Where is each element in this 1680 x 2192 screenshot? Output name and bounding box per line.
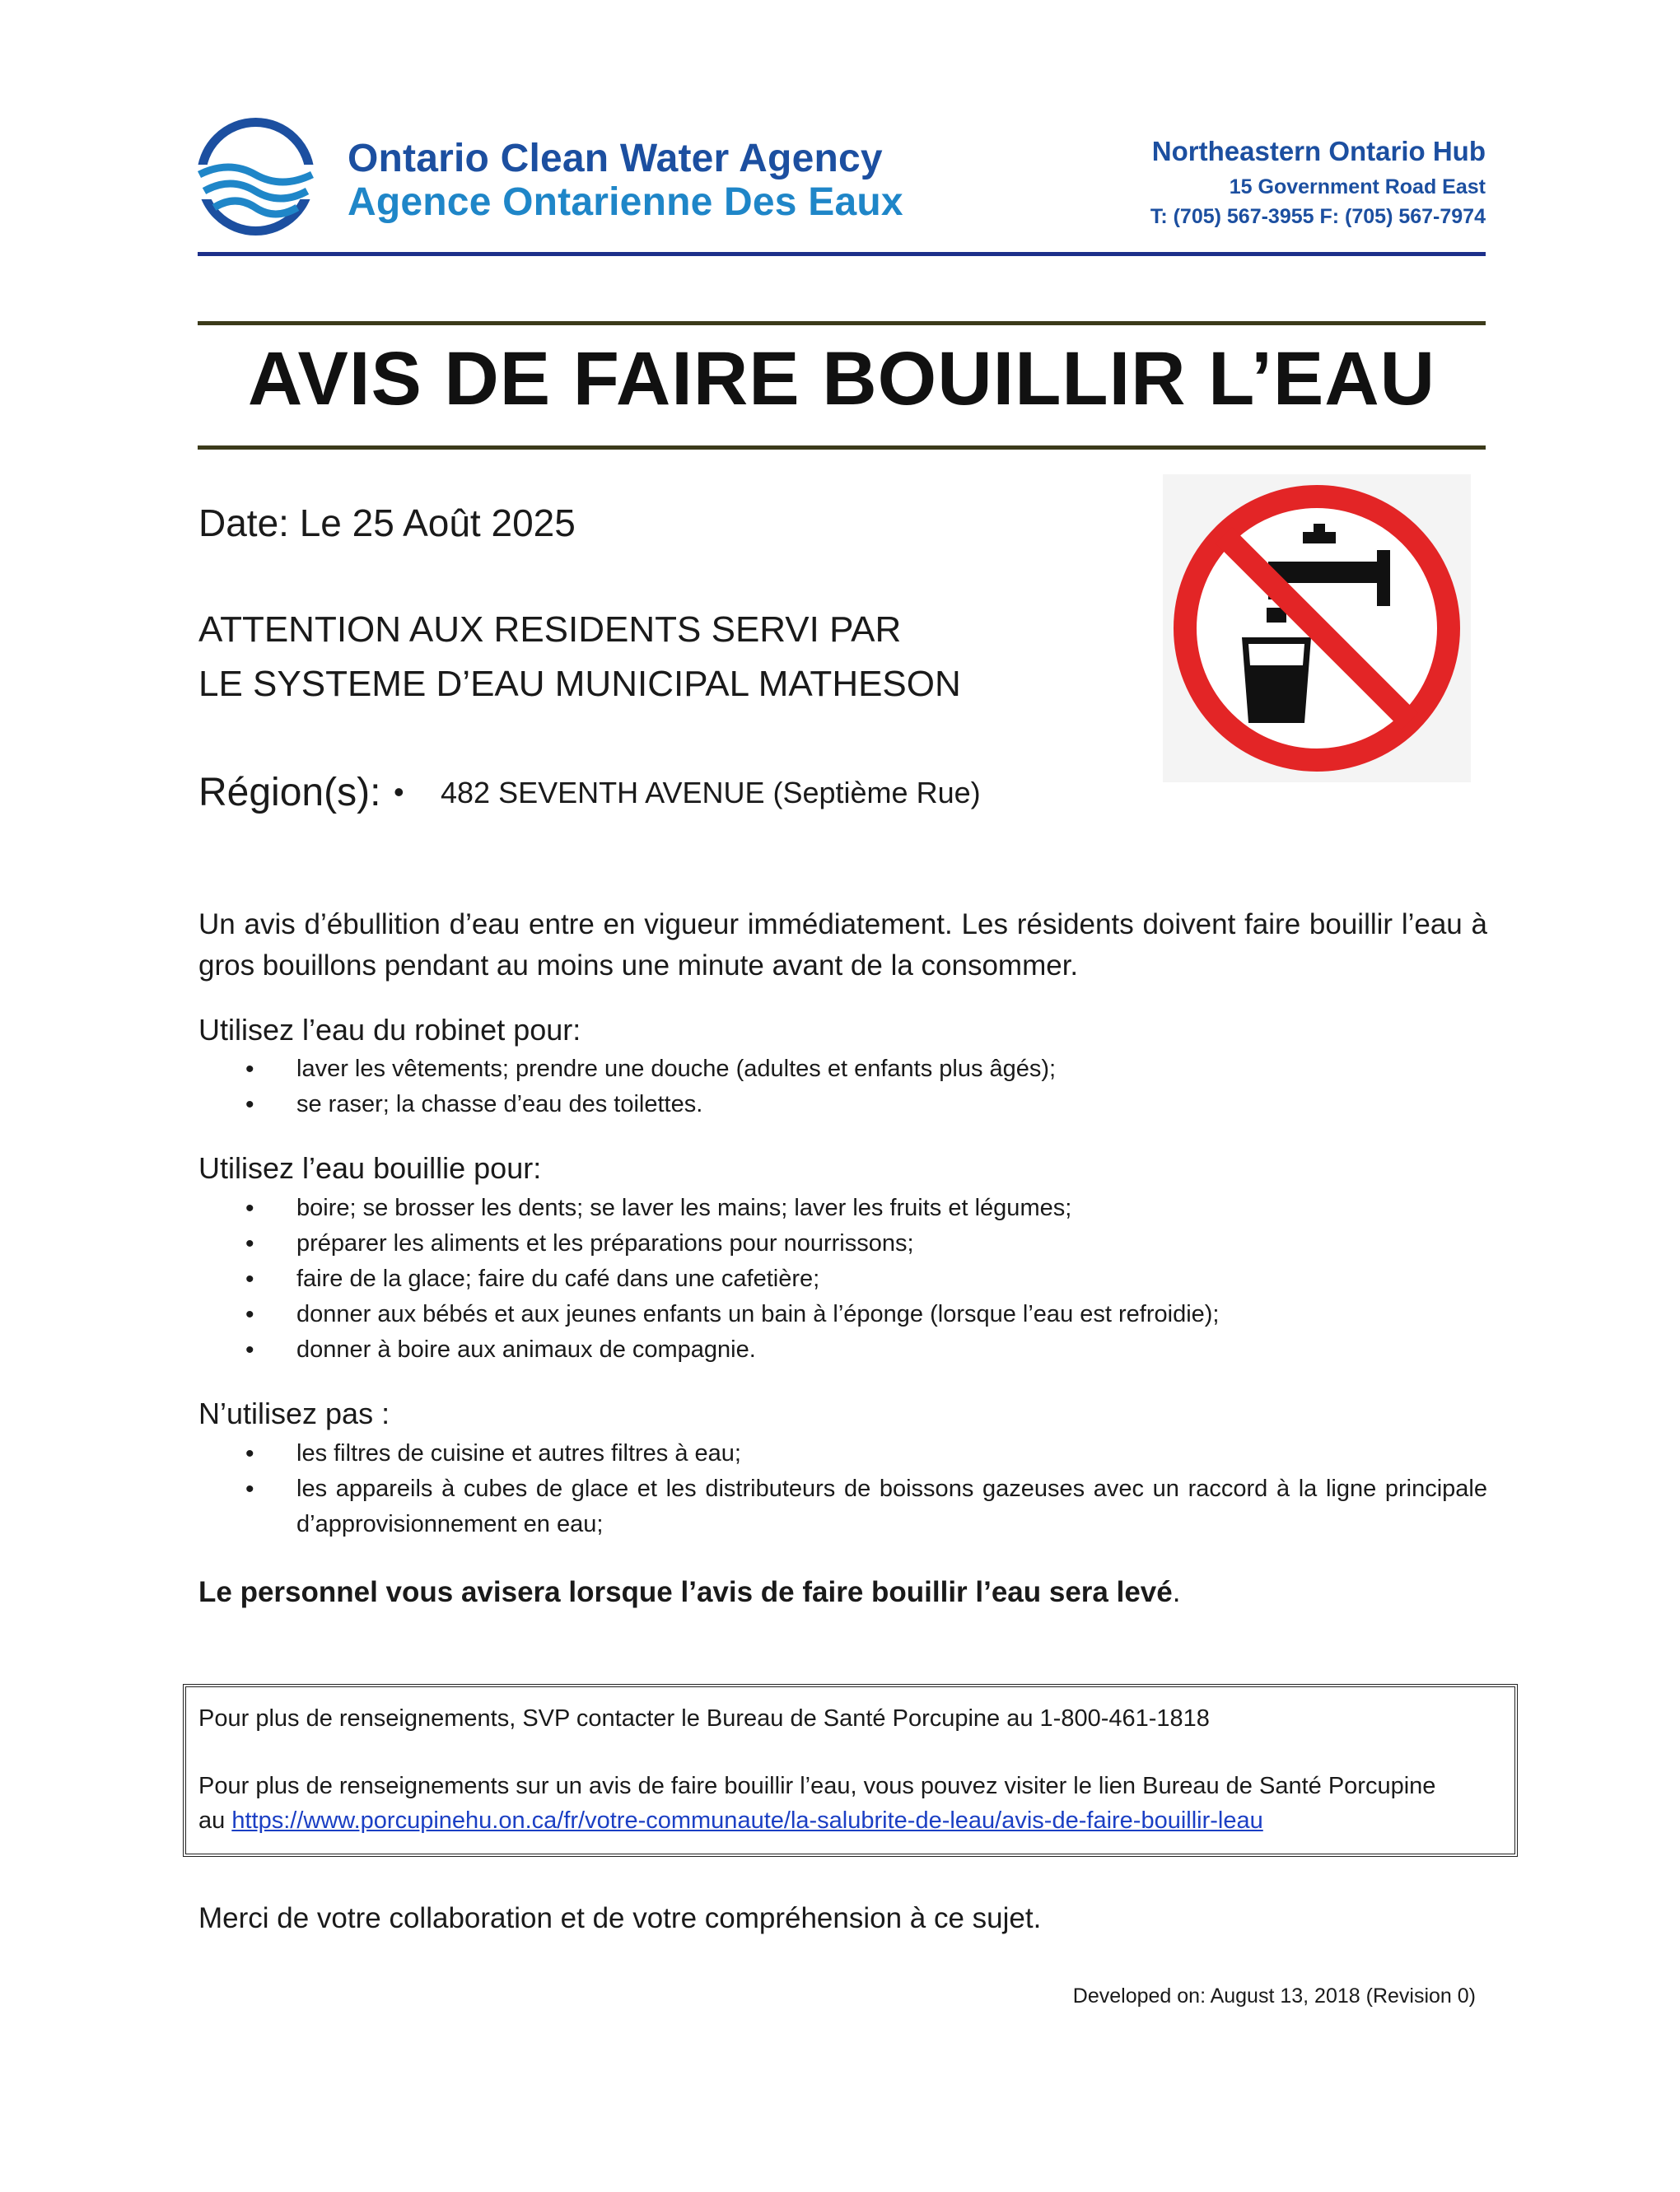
list-item: • boire; se brosser les dents; se laver les mains; laver les fruits et légumes; xyxy=(245,1191,1487,1226)
section-heading-tap: Utilisez l’eau du robinet pour: xyxy=(198,1013,581,1047)
thanks-message: Merci de votre collaboration et de votre compréhension à ce sujet. xyxy=(198,1902,1042,1934)
org-name-french: Agence Ontarienne Des Eaux xyxy=(348,180,903,224)
region-value: 482 SEVENTH AVENUE (Septième Rue) xyxy=(441,776,981,809)
list-item: • se raser; la chasse d’eau des toilettes. xyxy=(245,1087,1487,1122)
intro-paragraph: Un avis d’ébullition d’eau entre en vigueur immédiatement. Les résidents doivent faire bouillir l’eau à gros bouillons pendant au moins une minute avant de la consommer. xyxy=(198,908,1487,982)
org-name-english: Ontario Clean Water Agency xyxy=(348,137,883,180)
developed-note: Developed on: August 13, 2018 (Revision 0) xyxy=(1072,1984,1476,2008)
region-bullet: • xyxy=(394,775,404,809)
list-boiled xyxy=(245,1191,1487,1368)
attention-line-1: ATTENTION AUX RESIDENTS SERVI PAR xyxy=(198,609,902,650)
list-item: • donner à boire aux animaux de compagnie. xyxy=(245,1332,1487,1368)
info-link-line xyxy=(198,1807,1263,1835)
no-drinking-water-icon xyxy=(1163,474,1471,782)
water-waves-icon xyxy=(196,117,315,236)
header-divider xyxy=(198,252,1486,256)
info-link-prefix: au xyxy=(198,1807,232,1834)
list-item: • les filtres de cuisine et autres filtres à eau; xyxy=(245,1436,1487,1471)
section-heading-boiled: Utilisez l’eau bouillie pour: xyxy=(198,1151,542,1185)
list-item: • donner aux bébés et aux jeunes enfants un bain à l’éponge (lorsque l’eau est refroidie); xyxy=(245,1297,1487,1332)
region-label: Région(s): xyxy=(198,771,381,814)
notice-title: AVIS DE FAIRE BOUILLIR L’EAU xyxy=(247,337,1436,421)
attention-line-2: LE SYSTEME D’EAU MUNICIPAL MATHESON xyxy=(198,664,961,704)
title-rule-bottom xyxy=(198,445,1486,450)
list-item: • laver les vêtements; prendre une douche (adultes et enfants plus âgés); xyxy=(245,1052,1487,1087)
hub-address: 15 Government Road East xyxy=(1229,175,1486,198)
closing-period: . xyxy=(1172,1576,1181,1608)
list-item: • les appareils à cubes de glace et les distributeurs de boissons gazeuses avec un raccord à la ligne principale d’approvisionnement en eau; xyxy=(245,1471,1487,1542)
notice-date: Date: Le 25 Août 2025 xyxy=(198,501,576,544)
list-donot xyxy=(245,1436,1487,1542)
info-contact-line: Pour plus de renseignements, SVP contacter le Bureau de Santé Porcupine au 1-800-461-1818 xyxy=(198,1705,1210,1732)
closing-text: Le personnel vous avisera lorsque l’avis de faire bouillir l’eau sera levé xyxy=(198,1576,1173,1608)
section-heading-donot: N’utilisez pas : xyxy=(198,1397,390,1430)
hub-phone: T: (705) 567-3955 F: (705) 567-7974 xyxy=(1150,205,1486,228)
title-rule-top xyxy=(198,321,1486,325)
closing-statement xyxy=(198,1576,1180,1609)
list-tap xyxy=(245,1052,1487,1122)
list-item: • préparer les aliments et les préparations pour nourrissons; xyxy=(245,1226,1487,1262)
hub-name: Northeastern Ontario Hub xyxy=(1151,136,1486,166)
list-item: • faire de la glace; faire du café dans une cafetière; xyxy=(245,1262,1487,1297)
info-link-intro: Pour plus de renseignements sur un avis de faire bouillir l’eau, vous pouvez visiter le lien Bureau de Santé Porcupine xyxy=(198,1773,1436,1799)
health-unit-link[interactable]: https://www.porcupinehu.on.ca/fr/votre-communaute/la-salubrite-de-leau/avis-de-faire-bouillir-leau xyxy=(231,1807,1263,1834)
